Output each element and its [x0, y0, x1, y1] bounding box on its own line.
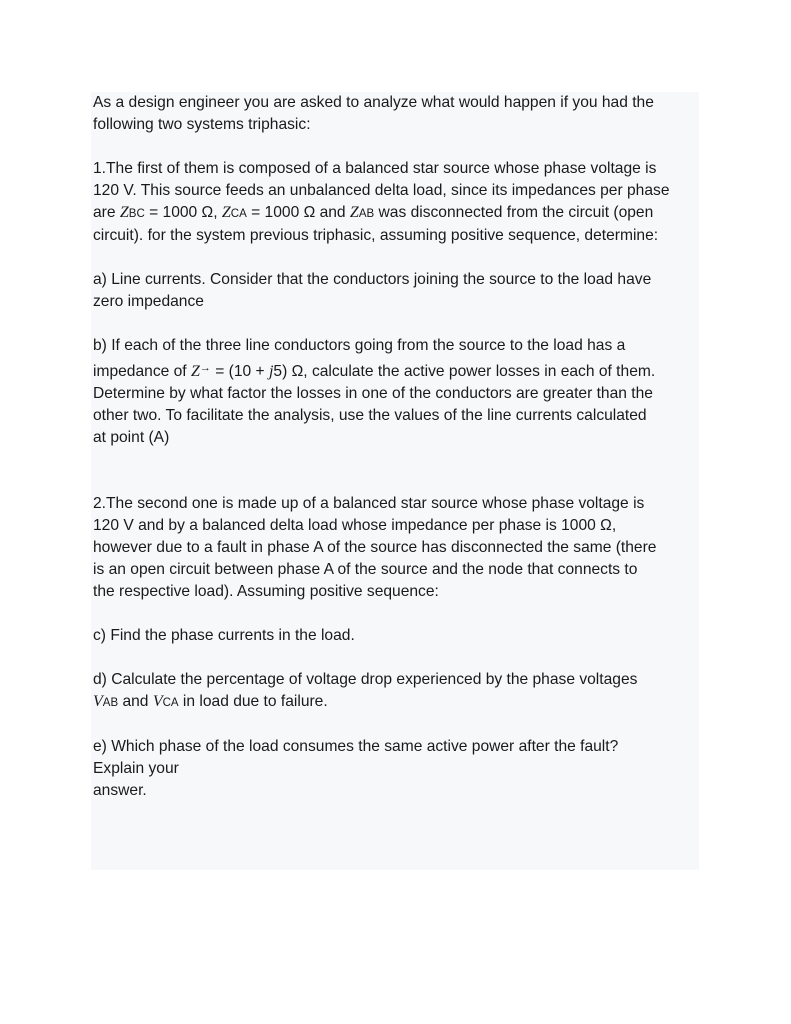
question-b-line-2: [93, 357, 697, 383]
question-e-line-1: e) Which phase of the load consumes the same active power after the fault?: [93, 738, 619, 755]
spacer: [93, 647, 697, 669]
subscript-ab: AB: [102, 697, 119, 709]
voltage-symbol: V: [93, 693, 103, 710]
text-fragment: impedance of: [93, 363, 191, 380]
question-a-line-2: zero impedance: [93, 293, 204, 310]
impedance-symbol: Z: [221, 204, 231, 221]
document-text: [93, 92, 697, 802]
part2-line-4: is an open circuit between phase A of the source and the node that connects to: [93, 561, 638, 578]
question-b-line-5: at point (A): [93, 429, 170, 446]
spacer: [93, 603, 697, 625]
text-fragment: = 1000 Ω,: [144, 204, 222, 221]
question-d-line-2: [93, 691, 697, 714]
text-fragment: = 1000 Ω and: [246, 204, 350, 221]
spacer: [93, 136, 697, 158]
text-fragment: and: [118, 693, 153, 710]
spacer: [93, 247, 697, 269]
question-b-line-3: Determine by what factor the losses in one of the conductors are greater than the: [93, 385, 653, 402]
document-panel: [91, 92, 699, 870]
subscript-ca: CA: [230, 208, 247, 220]
spacer: [93, 714, 697, 736]
intro-line-1: As a design engineer you are asked to analyze what would happen if you had the: [93, 94, 654, 111]
subscript-ab: AB: [358, 208, 375, 220]
voltage-symbol: V: [152, 693, 163, 710]
vector-mark: →: [199, 362, 211, 374]
spacer: [93, 449, 697, 493]
text-fragment: in load due to failure.: [178, 693, 328, 710]
part2-line-2: 120 V and by a balanced delta load whose impedance per phase is 1000 Ω,: [93, 517, 617, 534]
question-e-line-3: answer.: [93, 782, 147, 799]
impedance-symbol: Z: [119, 204, 129, 221]
part2-line-1: 2.The second one is made up of a balanced star source whose phase voltage is: [93, 495, 645, 512]
part1-line-3: [93, 202, 697, 225]
text-fragment: was disconnected from the circuit (open: [374, 204, 654, 221]
intro-line-2: following two systems triphasic:: [93, 116, 311, 133]
part1-line-2: 120 V. This source feeds an unbalanced delta load, since its impedances per phase: [93, 182, 670, 199]
impedance-symbol: Z: [190, 363, 200, 380]
text-fragment: 5) Ω, calculate the active power losses in each of them.: [273, 363, 656, 380]
imaginary-unit: j: [268, 363, 274, 380]
part1-line-4: circuit). for the system previous triphasic, assuming positive sequence, determine:: [93, 227, 659, 244]
text-fragment: = (10 +: [210, 363, 269, 380]
text-fragment: are: [93, 204, 120, 221]
question-b-line-4: other two. To facilitate the analysis, use the values of the line currents calculated: [93, 407, 647, 424]
question-c-line-1: c) Find the phase currents in the load.: [93, 627, 355, 644]
spacer: [93, 313, 697, 335]
question-b-line-1: b) If each of the three line conductors going from the source to the load has a: [93, 337, 626, 354]
question-d-line-1: d) Calculate the percentage of voltage drop experienced by the phase voltages: [93, 671, 638, 688]
subscript-ca: CA: [162, 697, 179, 709]
part2-line-3: however due to a fault in phase A of the source has disconnected the same (there: [93, 539, 657, 556]
part1-line-1: 1.The first of them is composed of a balanced star source whose phase voltage is: [93, 160, 657, 177]
question-e-line-2: Explain your: [93, 760, 179, 777]
subscript-bc: BC: [128, 208, 145, 220]
part2-line-5: the respective load). Assuming positive sequence:: [93, 583, 439, 600]
question-a-line-1: a) Line currents. Consider that the conductors joining the source to the load have: [93, 271, 652, 288]
impedance-symbol: Z: [349, 204, 359, 221]
